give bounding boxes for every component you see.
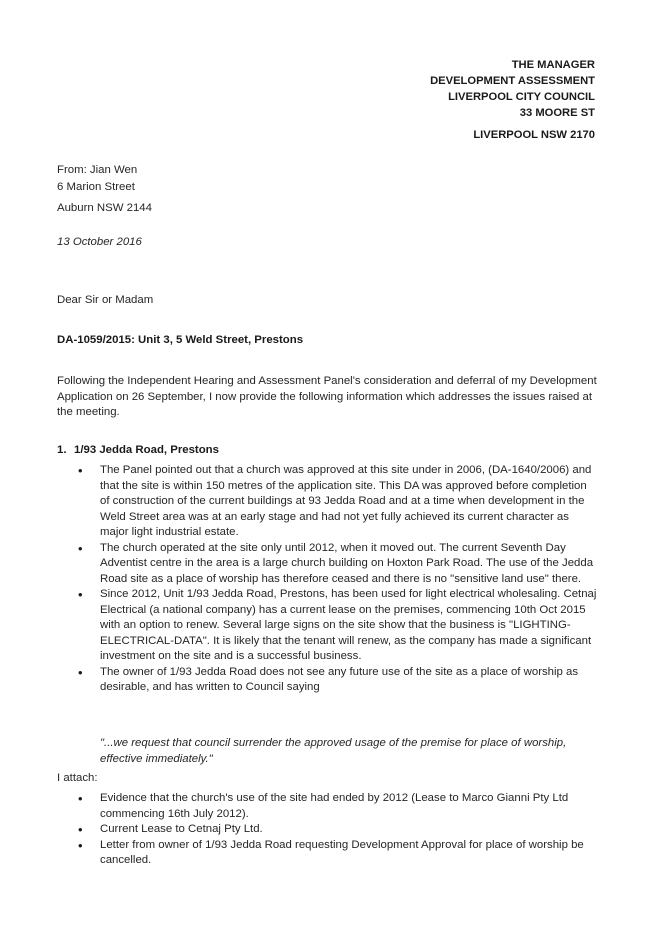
bullet-icon: • — [78, 664, 83, 680]
list-item — [78, 541, 598, 588]
bullet-icon: • — [78, 791, 83, 806]
intro-paragraph: Following the Independent Hearing and Assessment Panel's consideration and deferral of my Development Application on 26 September, I now provide the following information which addresses the issues raised at the meeting. — [57, 375, 597, 418]
owner-quote: "...we request that council surrender the approved usage of the premise for place of worship, effective immediately." — [100, 737, 567, 765]
section-heading — [57, 444, 219, 456]
subject-line: DA-1059/2015: Unit 3, 5 Weld Street, Prestons — [57, 334, 304, 346]
sender-from: From: Jian Wen — [57, 164, 138, 176]
attachment-list — [78, 791, 598, 869]
list-item-text: The owner of 1/93 Jedda Road does not see any future use of the site as a place of worship as desirable, and has written to Council saying — [100, 665, 579, 693]
attach-label: I attach: — [57, 772, 98, 784]
bullet-icon: • — [78, 837, 83, 853]
section-number: 1. — [57, 444, 67, 456]
recipient-line: DEVELOPMENT ASSESSMENT — [430, 75, 595, 87]
bullet-icon: • — [78, 463, 83, 478]
sender-street: 6 Marion Street — [57, 181, 135, 193]
list-item-text: Letter from owner of 1/93 Jedda Road requesting Development Approval for place of worship be cancelled. — [100, 838, 584, 866]
list-item-text: The Panel pointed out that a church was approved at this site under in 2006, (DA-1640/2006) and that the site is within 150 metres of the application site. This DA was approved before completion of construction of the current buildings at 93 Jedda Road and at a time when development in the Weld Street area was at an early stage and had not yet fully achieved its current character as major light industrial estate. — [100, 464, 592, 538]
section-title: 1/93 Jedda Road, Prestons — [74, 444, 219, 456]
section-bullet-list — [78, 463, 598, 696]
bullet-icon: • — [78, 822, 83, 837]
list-item — [78, 463, 598, 541]
list-item-text: The church operated at the site only until 2012, when it moved out. The current Seventh Day Adventist centre in the area is a large church building on Hoxton Park Road. The use of the Jedda Road site as a place of worship has therefore ceased and there is no "sensitive land use" there. — [100, 541, 594, 585]
recipient-line: 33 MOORE ST — [519, 107, 595, 119]
sender-address — [57, 162, 152, 217]
list-item-text: Since 2012, Unit 1/93 Jedda Road, Prestons, has been used for light electrical wholesaling. Cetnaj Electrical (a national company) has a current lease on the premises, commencing 10th Oct 2015 with an option to renew. Several large signs on the site show that the business is "LIGHTING-ELECTRICAL-DATA". It is likely that the tenant will renew, as the company has made a significant investment on the site and is a successful business. — [100, 588, 597, 662]
recipient-line: LIVERPOOL CITY COUNCIL — [448, 91, 595, 103]
list-item — [78, 587, 598, 665]
list-item — [78, 838, 598, 869]
recipient-address — [430, 57, 595, 143]
list-item-text: Current Lease to Cetnaj Pty Ltd. — [100, 823, 263, 835]
sender-suburb: Auburn NSW 2144 — [57, 202, 152, 214]
letter-date: 13 October 2016 — [57, 236, 142, 248]
list-item — [78, 665, 598, 696]
list-item — [78, 791, 598, 822]
bullet-icon: • — [78, 540, 83, 556]
list-item-text: Evidence that the church's use of the site had ended by 2012 (Lease to Marco Gianni Pty Ltd commencing 16th July 2012). — [100, 792, 569, 820]
recipient-line: THE MANAGER — [511, 59, 595, 71]
recipient-line: LIVERPOOL NSW 2170 — [473, 129, 595, 141]
list-item — [78, 822, 598, 838]
salutation: Dear Sir or Madam — [57, 294, 154, 306]
bullet-icon: • — [78, 587, 83, 602]
